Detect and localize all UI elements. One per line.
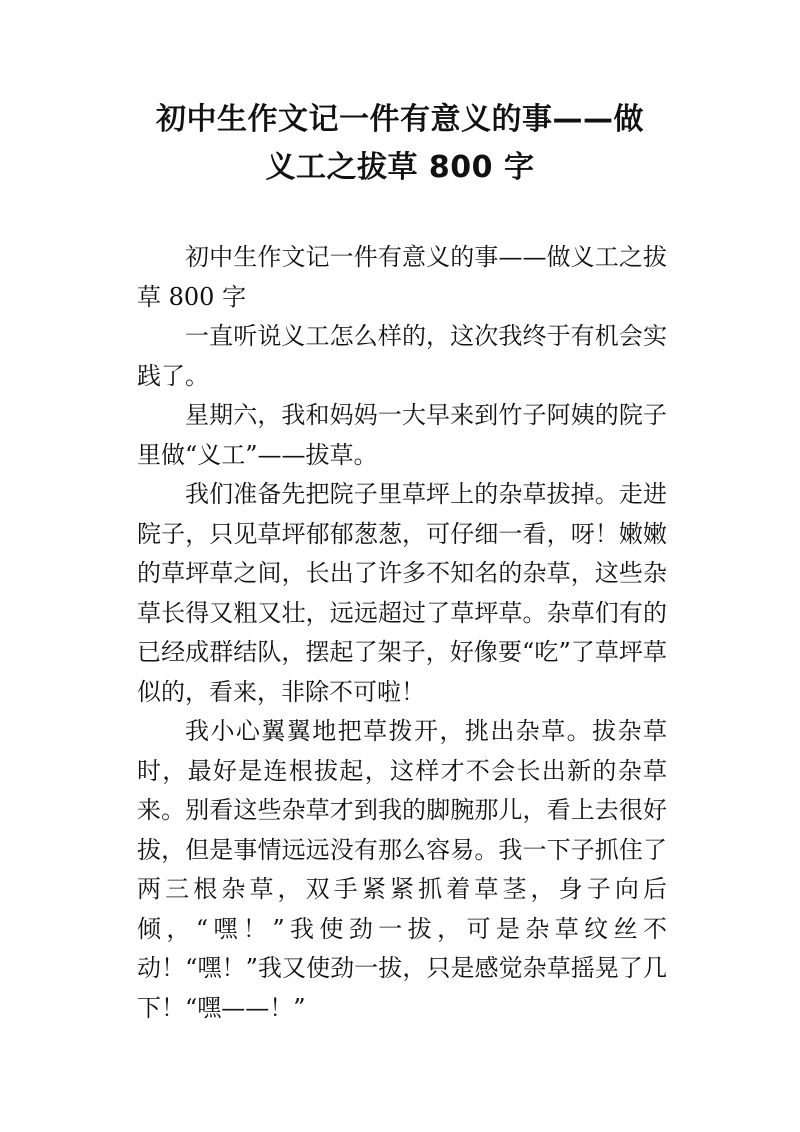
paragraph-pulling: 我小心翼翼地把草拨开，挑出杂草。拔杂草时，最好是连根拔起，这样才不会长出新的杂草来。别看这些杂草才到我的脚腕那儿，看上去很好拔，但是事情远远没有那么容易。我一下子抓住了两三根杂草，双手紧紧抓着草茎，身子向后倾，“嘿！”我使劲一拔，可是杂草纹丝不动！“嘿！”我又使劲一拔，只是感觉杂草摇晃了几下！“嘿——！” [137, 717, 667, 1022]
paragraph-intro: 一直听说义工怎么样的，这次我终于有机会实践了。 [137, 322, 667, 390]
paragraph-lawn: 我们准备先把院子里草坪上的杂草拔掉。走进院子，只见草坪郁郁葱葱，可仔细一看，呀！嫩嫩的草坪草之间，长出了许多不知名的杂草，这些杂草长得又粗又壮，远远超过了草坪草。杂草们有的已经成群结队，摆起了架子，好像要“吃”了草坪草似的，看来，非除不可啦！ [137, 480, 667, 706]
paragraph-subtitle: 初中生作文记一件有意义的事——做义工之拔草 800 字 [137, 243, 667, 311]
title-line-2: 义工之拔草 800 字 [265, 150, 535, 185]
document-title [100, 96, 700, 192]
document-body [137, 238, 667, 1028]
paragraph-saturday: 星期六，我和妈妈一大早来到竹子阿姨的院子里做“义工”——拔草。 [137, 401, 667, 469]
title-line-1: 初中生作文记一件有意义的事——做 [156, 102, 644, 137]
